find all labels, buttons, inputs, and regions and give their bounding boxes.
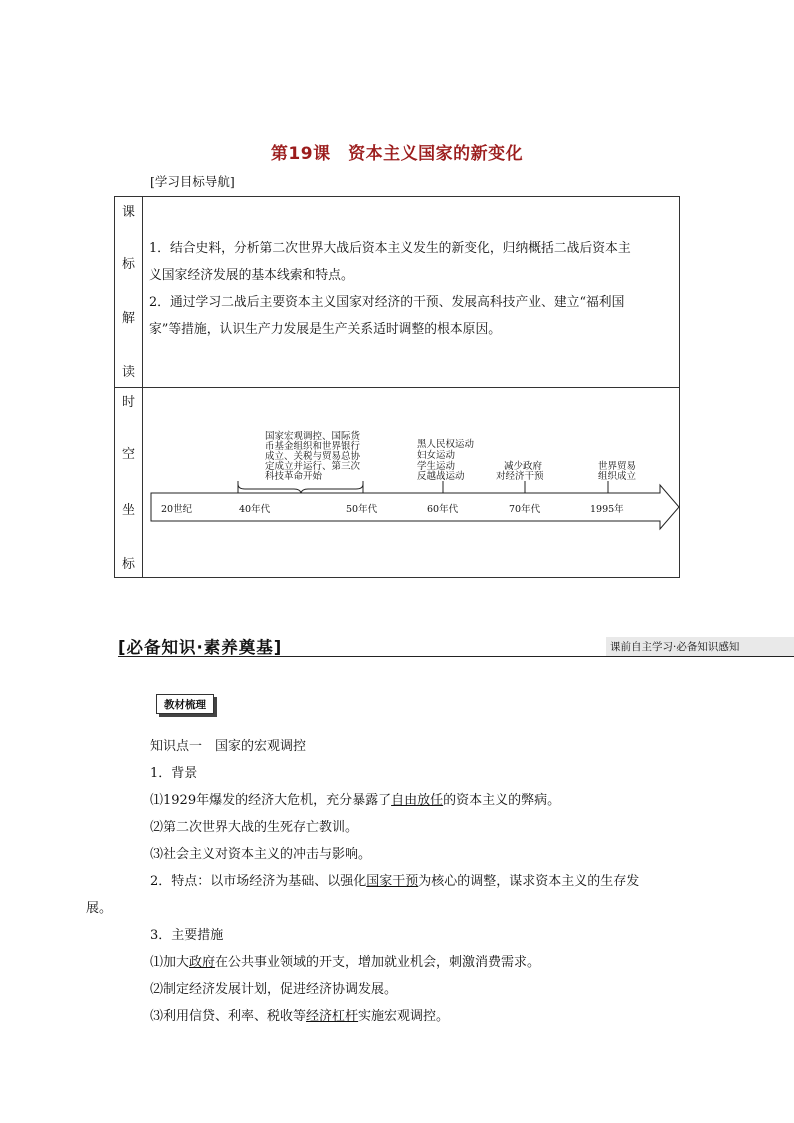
event-1995-line: 世界贸易	[598, 461, 637, 472]
tick-label: 60年代	[427, 504, 459, 515]
event-40s-line: 币基金组织和世界银行	[265, 441, 361, 452]
event-60s-line: 学生运动	[417, 461, 456, 472]
row2-label-char: 坐	[121, 503, 135, 518]
row2-label-char: 标	[121, 557, 135, 572]
content-body	[86, 733, 680, 1030]
nav-label: [学习目标导航]	[150, 174, 235, 189]
answer-underline: 国家干预	[366, 874, 419, 889]
timeline-diagram	[143, 388, 679, 576]
objective-line: 家”等措施，认识生产力发展是生产关系适时调整的根本原因。	[149, 322, 502, 337]
event-40s-line: 定成立并运行、第三次	[265, 461, 361, 472]
row1-label-char: 课	[121, 205, 135, 220]
event-60s-line: 反越战运动	[417, 471, 465, 482]
event-60s-line: 黑人民权运动	[417, 439, 475, 450]
answer-underline: 经济杠杆	[306, 1009, 359, 1024]
measures-title: 3．主要措施	[150, 928, 224, 943]
objectives-text	[147, 235, 677, 343]
event-1995-line: 组织成立	[598, 471, 637, 482]
tick-label: 20世纪	[161, 504, 193, 515]
background-title: 1．背景	[150, 766, 198, 781]
section-heading: [必备知识·素养奠基]	[118, 638, 283, 657]
textbook-badge: 教材梳理	[156, 694, 214, 714]
background-item: ⑵第二次世界大战的生死存亡教训。	[150, 820, 359, 835]
section-tag: 课前自主学习·必备知识感知	[606, 637, 794, 657]
objectives-table	[114, 196, 680, 578]
tick-label: 70年代	[509, 504, 541, 515]
measure-item: ⑴加大政府在公共事业领域的开支，增加就业机会，刺激消费需求。	[150, 955, 541, 970]
event-40s-line: 成立、关税与贸易总协	[265, 451, 361, 462]
event-70s-line: 减少政府	[504, 461, 543, 472]
tick-label: 50年代	[346, 504, 378, 515]
lesson-title: 第19课 资本主义国家的新变化	[270, 144, 524, 164]
background-item: ⑶社会主义对资本主义的冲击与影响。	[150, 847, 372, 862]
event-60s-line: 妇女运动	[417, 450, 456, 461]
objective-line: 义国家经济发展的基本线索和特点。	[149, 268, 354, 283]
row2-label-char: 空	[121, 447, 135, 462]
tick-label: 40年代	[239, 504, 271, 515]
background-item: ⑴1929年爆发的经济大危机，充分暴露了自由放任的资本主义的弊病。	[150, 793, 561, 808]
feature-paragraph: 2．特点：以市场经济为基础、以强化国家干预为核心的调整，谋求资本主义的生存发 展。	[86, 874, 640, 916]
row1-label-char: 标	[121, 257, 135, 272]
row1-label-char: 读	[121, 365, 135, 380]
answer-underline: 自由放任	[391, 793, 444, 808]
tick-label: 1995年	[590, 504, 624, 515]
event-70s-line: 对经济干预	[496, 471, 544, 482]
event-40s-line: 国家宏观调控、国际货	[265, 431, 361, 442]
section-rule	[118, 656, 794, 657]
measure-item: ⑵制定经济发展计划，促进经济协调发展。	[150, 982, 398, 997]
objective-line: 1．结合史料，分析第二次世界大战后资本主义发生的新变化，归纳概括二战后资本主	[149, 241, 631, 256]
knowledge-point-title: 知识点一 国家的宏观调控	[150, 739, 307, 754]
measure-item: ⑶利用信贷、利率、税收等经济杠杆实施宏观调控。	[150, 1009, 450, 1024]
row1-label-char: 解	[121, 311, 135, 326]
objective-line: 2．通过学习二战后主要资本主义国家对经济的干预、发展高科技产业、建立“福利国	[149, 295, 625, 310]
event-40s-line: 科技革命开始	[265, 471, 323, 482]
bracket-40s-50s	[238, 484, 363, 493]
row2-label-char: 时	[121, 395, 135, 410]
answer-underline: 政府	[189, 955, 216, 970]
